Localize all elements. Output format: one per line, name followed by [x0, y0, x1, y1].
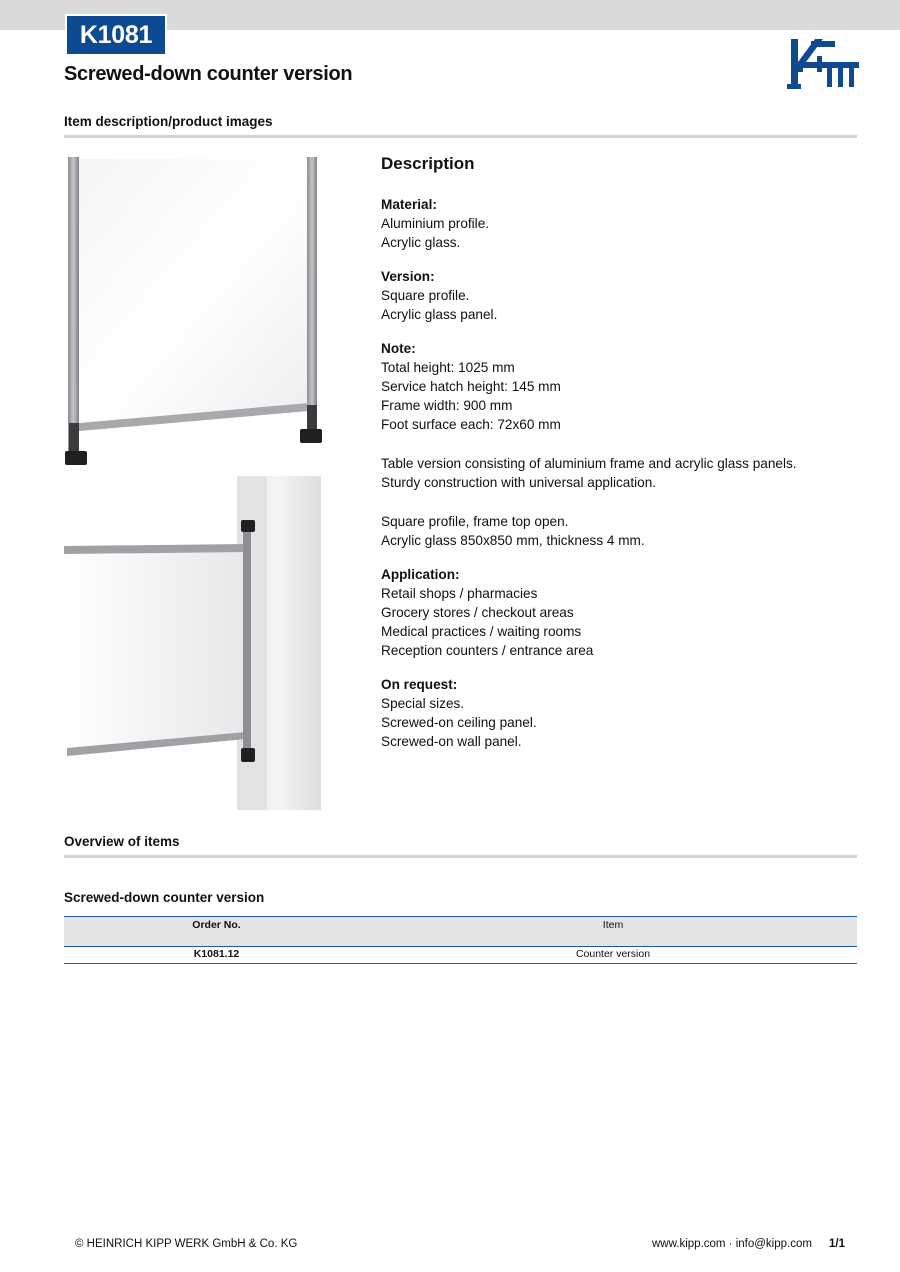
footer-contact[interactable]: www.kipp.com · info@kipp.com [652, 1238, 812, 1250]
table-row [64, 947, 857, 964]
profile-block [381, 512, 851, 550]
block-line: Acrylic glass 850x850 mm, thickness 4 mm. [381, 533, 645, 548]
block-line: Table version consisting of aluminium frame and acrylic glass panels. [381, 456, 797, 471]
block-line: Grocery stores / checkout areas [381, 605, 574, 620]
kipp-logo [783, 36, 859, 92]
column-header-order-no: Order No. [192, 919, 241, 931]
block-line: Acrylic glass. [381, 235, 461, 250]
block-label: Application: [381, 567, 460, 582]
block-line: Total height: 1025 mm [381, 360, 515, 375]
on-request-block [381, 675, 851, 751]
note-block [381, 339, 851, 434]
block-line: Aluminium profile. [381, 216, 490, 231]
section-divider [64, 135, 857, 138]
product-code-badge: K1081 [65, 14, 167, 56]
block-line: Frame width: 900 mm [381, 398, 513, 413]
section-divider [64, 855, 857, 858]
block-line: Acrylic glass panel. [381, 307, 498, 322]
column-header-item: Item [602, 919, 624, 931]
block-label: Material: [381, 197, 437, 212]
block-label: Version: [381, 269, 435, 284]
page-number: 1/1 [829, 1238, 845, 1250]
description-heading: Description [381, 154, 475, 173]
application-block [381, 565, 851, 660]
material-block [381, 195, 851, 252]
block-line: Medical practices / waiting rooms [381, 624, 582, 639]
items-table [64, 916, 857, 964]
block-label: On request: [381, 677, 458, 692]
footer-copyright: © HEINRICH KIPP WERK GmbH & Co. KG [75, 1238, 298, 1250]
block-line: Screwed-on wall panel. [381, 734, 522, 749]
block-line: Service hatch height: 145 mm [381, 379, 561, 394]
block-line: Reception counters / entrance area [381, 643, 594, 658]
block-line: Square profile. [381, 288, 470, 303]
block-line: Special sizes. [381, 696, 465, 711]
item-cell: Counter version [575, 948, 651, 960]
section-heading-images: Item description/product images [64, 114, 273, 129]
construction-block [381, 454, 851, 492]
block-line: Foot surface each: 72x60 mm [381, 417, 561, 432]
section-heading-overview: Overview of items [64, 834, 180, 849]
product-image-front [62, 155, 324, 471]
block-line: Screwed-on ceiling panel. [381, 715, 537, 730]
product-image-side [62, 474, 324, 810]
table-header [64, 916, 857, 947]
table-title: Screwed-down counter version [64, 890, 265, 905]
logo-text: Kipp [821, 90, 824, 91]
order-number-cell: K1081.12 [193, 948, 240, 960]
version-block [381, 267, 851, 324]
block-label: Note: [381, 341, 416, 356]
block-line: Sturdy construction with universal application. [381, 475, 657, 490]
block-line: Square profile, frame top open. [381, 514, 569, 529]
page-title: Screwed-down counter version [64, 63, 353, 85]
block-line: Retail shops / pharmacies [381, 586, 538, 601]
description-panel [381, 153, 851, 766]
